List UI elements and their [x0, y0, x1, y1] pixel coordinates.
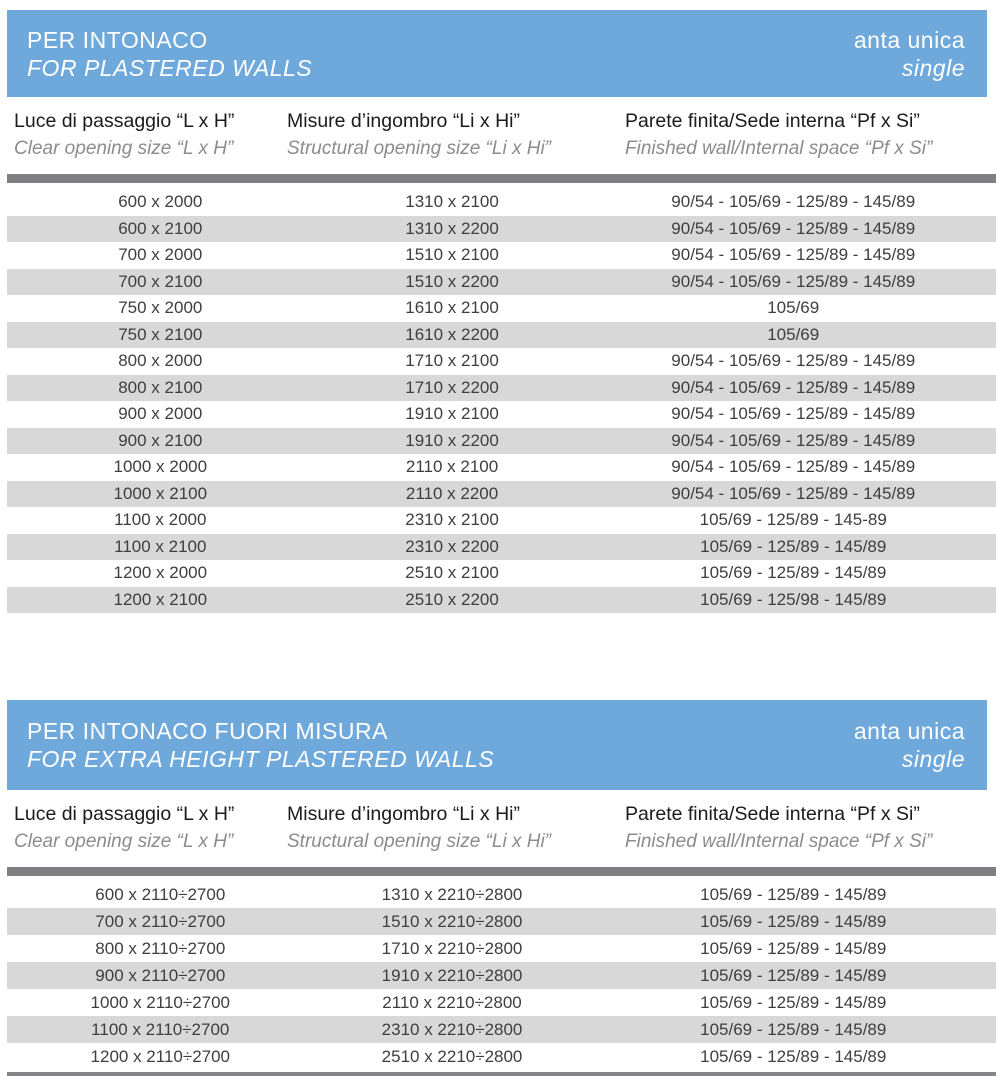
- leaf-type-block: [854, 26, 965, 82]
- table-cell: 700 x 2100: [118, 271, 203, 291]
- table-cell: 1000 x 2110÷2700: [90, 992, 231, 1012]
- table-cell: 90/54 - 105/69 - 125/89 - 145/89: [671, 192, 916, 212]
- leaf-type-it: anta unica: [853, 718, 965, 744]
- table-cell: 1200 x 2110÷2700: [90, 1046, 231, 1066]
- table-cell: 600 x 2000: [118, 192, 203, 212]
- table-cell: 105/69 - 125/89 - 145/89: [700, 1019, 887, 1039]
- column-label-it: Misure d’ingombro “Li x Hi”: [287, 110, 520, 132]
- column-header-finished-wall: [625, 801, 996, 855]
- column-label-it: Misure d’ingombro “Li x Hi”: [287, 803, 520, 825]
- table-row: [7, 481, 996, 508]
- table-cell: 90/54 - 105/69 - 125/89 - 145/89: [671, 457, 916, 477]
- column-header-clear-opening: [14, 801, 287, 855]
- table-cell: 1910 x 2210÷2800: [381, 965, 523, 985]
- column-headers: [0, 108, 996, 162]
- table-row: [7, 189, 996, 216]
- column-label-en: Clear opening size “L x H”: [14, 138, 234, 159]
- table-row: [7, 454, 996, 481]
- table-row: [7, 560, 996, 587]
- table-cell: 1000 x 2100: [113, 483, 208, 503]
- table-cell: 1310 x 2200: [405, 218, 499, 238]
- table-cell: 2510 x 2210÷2800: [381, 1046, 523, 1066]
- table-cell: 105/69: [767, 298, 820, 318]
- table-cell: 2510 x 2100: [405, 563, 499, 583]
- table-cell: 90/54 - 105/69 - 125/89 - 145/89: [671, 404, 916, 424]
- table-cell: 800 x 2100: [118, 377, 203, 397]
- table-cell: 1310 x 2210÷2800: [381, 884, 523, 904]
- table-cell: 2310 x 2100: [405, 510, 499, 530]
- table-row: [7, 989, 996, 1016]
- separator-bar: [7, 867, 996, 876]
- table-cell: 1310 x 2100: [405, 192, 499, 212]
- table-cell: 90/54 - 105/69 - 125/89 - 145/89: [671, 271, 916, 291]
- column-header-structural-opening: [287, 108, 625, 162]
- table-row: [7, 348, 996, 375]
- table-cell: 1100 x 2100: [114, 536, 207, 556]
- table-cell: 800 x 2000: [118, 351, 203, 371]
- table-cell: 900 x 2110÷2700: [95, 965, 226, 985]
- banner-title-block: [27, 26, 312, 82]
- table-cell: 90/54 - 105/69 - 125/89 - 145/89: [671, 377, 916, 397]
- column-label-it: Luce di passaggio “L x H”: [14, 803, 235, 825]
- table-cell: 1610 x 2200: [405, 324, 499, 344]
- table-cell: 105/69 - 125/89 - 145/89: [700, 965, 887, 985]
- table-cell: 1910 x 2100: [405, 404, 499, 424]
- table-cell: 1510 x 2100: [405, 245, 499, 265]
- column-header-structural-opening: [287, 801, 625, 855]
- section-extra-height-plastered-walls: [0, 700, 996, 1070]
- table-cell: 600 x 2110÷2700: [95, 884, 226, 904]
- table-row: [7, 935, 996, 962]
- table-cell: 900 x 2100: [118, 430, 203, 450]
- column-label-en: Structural opening size “Li x Hi”: [287, 138, 551, 159]
- section-title-it: PER INTONACO FUORI MISURA: [27, 718, 388, 744]
- table-cell: 1100 x 2110÷2700: [91, 1019, 230, 1039]
- column-label-en: Clear opening size “L x H”: [14, 831, 234, 852]
- table-cell: 2310 x 2210÷2800: [381, 1019, 523, 1039]
- table-cell: 105/69 - 125/89 - 145/89: [700, 938, 887, 958]
- table-cell: 1200 x 2100: [113, 589, 208, 609]
- column-headers: [0, 801, 996, 855]
- column-label-en: Finished wall/Internal space “Pf x Si”: [625, 138, 933, 159]
- table-row: [7, 881, 996, 908]
- table-row: [7, 1043, 996, 1070]
- section-plastered-walls: [0, 10, 996, 613]
- table-row: [7, 322, 996, 349]
- table-cell: 1000 x 2000: [113, 457, 208, 477]
- table-cell: 2310 x 2200: [405, 536, 499, 556]
- table-row: [7, 216, 996, 243]
- table-cell: 750 x 2000: [118, 298, 203, 318]
- table-row: [7, 269, 996, 296]
- table-row: [7, 428, 996, 455]
- table-body: [7, 189, 996, 613]
- table-cell: 1510 x 2200: [405, 271, 499, 291]
- column-label-en: Finished wall/Internal space “Pf x Si”: [625, 831, 933, 852]
- table-row: [7, 962, 996, 989]
- table-cell: 2110 x 2210÷2800: [382, 992, 522, 1012]
- table-cell: 1100 x 2000: [114, 510, 207, 530]
- column-label-en: Structural opening size “Li x Hi”: [287, 831, 551, 852]
- leaf-type-en: single: [901, 746, 965, 772]
- bottom-separator-bar: [7, 1072, 996, 1076]
- leaf-type-block: [854, 717, 965, 773]
- table-cell: 2110 x 2200: [405, 483, 499, 503]
- table-cell: 1710 x 2210÷2800: [381, 938, 523, 958]
- table-cell: 105/69 - 125/89 - 145/89: [700, 884, 887, 904]
- table-row: [7, 1016, 996, 1043]
- section-banner: [7, 700, 987, 790]
- leaf-type-en: single: [901, 54, 965, 81]
- leaf-type-it: anta unica: [853, 26, 965, 53]
- column-label-it: Parete finita/Sede interna “Pf x Si”: [625, 110, 920, 132]
- section-banner: [7, 10, 987, 97]
- table-cell: 105/69 - 125/98 - 145/89: [700, 589, 887, 609]
- table-row: [7, 295, 996, 322]
- table-cell: 800 x 2110÷2700: [95, 938, 226, 958]
- table-cell: 90/54 - 105/69 - 125/89 - 145/89: [671, 351, 916, 371]
- column-label-it: Luce di passaggio “L x H”: [14, 110, 235, 132]
- section-title-en: FOR PLASTERED WALLS: [27, 54, 313, 81]
- column-header-clear-opening: [14, 108, 287, 162]
- table-cell: 2110 x 2100: [405, 457, 499, 477]
- table-cell: 105/69: [767, 324, 820, 344]
- table-cell: 900 x 2000: [118, 404, 203, 424]
- section-title-it: PER INTONACO: [27, 26, 208, 53]
- table-cell: 105/69 - 125/89 - 145/89: [700, 563, 887, 583]
- table-cell: 105/69 - 125/89 - 145/89: [700, 992, 887, 1012]
- table-row: [7, 507, 996, 534]
- table-row: [7, 242, 996, 269]
- banner-title-block: [27, 717, 494, 773]
- table-cell: 90/54 - 105/69 - 125/89 - 145/89: [671, 483, 916, 503]
- table-cell: 750 x 2100: [118, 324, 203, 344]
- table-cell: 700 x 2110÷2700: [95, 911, 226, 931]
- table-cell: 2510 x 2200: [405, 589, 499, 609]
- table-cell: 1200 x 2000: [113, 563, 208, 583]
- table-cell: 1710 x 2200: [405, 377, 499, 397]
- table-cell: 90/54 - 105/69 - 125/89 - 145/89: [671, 218, 916, 238]
- table-cell: 700 x 2000: [118, 245, 203, 265]
- column-header-finished-wall: [625, 108, 996, 162]
- table-cell: 1610 x 2100: [405, 298, 499, 318]
- separator-bar: [7, 174, 996, 183]
- section-title-en: FOR EXTRA HEIGHT PLASTERED WALLS: [27, 746, 495, 772]
- table-cell: 90/54 - 105/69 - 125/89 - 145/89: [671, 430, 916, 450]
- table-cell: 600 x 2100: [118, 218, 203, 238]
- table-row: [7, 401, 996, 428]
- table-cell: 1510 x 2210÷2800: [381, 911, 523, 931]
- table-cell: 1710 x 2100: [405, 351, 499, 371]
- table-cell: 105/69 - 125/89 - 145/89: [700, 1046, 887, 1066]
- column-label-it: Parete finita/Sede interna “Pf x Si”: [625, 803, 920, 825]
- table-row: [7, 375, 996, 402]
- table-cell: 1910 x 2200: [405, 430, 499, 450]
- table-cell: 105/69 - 125/89 - 145/89: [700, 536, 887, 556]
- table-cell: 90/54 - 105/69 - 125/89 - 145/89: [671, 245, 916, 265]
- table-row: [7, 534, 996, 561]
- table-body: [7, 881, 996, 1070]
- table-cell: 105/69 - 125/89 - 145/89: [700, 911, 887, 931]
- table-row: [7, 587, 996, 614]
- table-row: [7, 908, 996, 935]
- table-cell: 105/69 - 125/89 - 145-89: [699, 510, 887, 530]
